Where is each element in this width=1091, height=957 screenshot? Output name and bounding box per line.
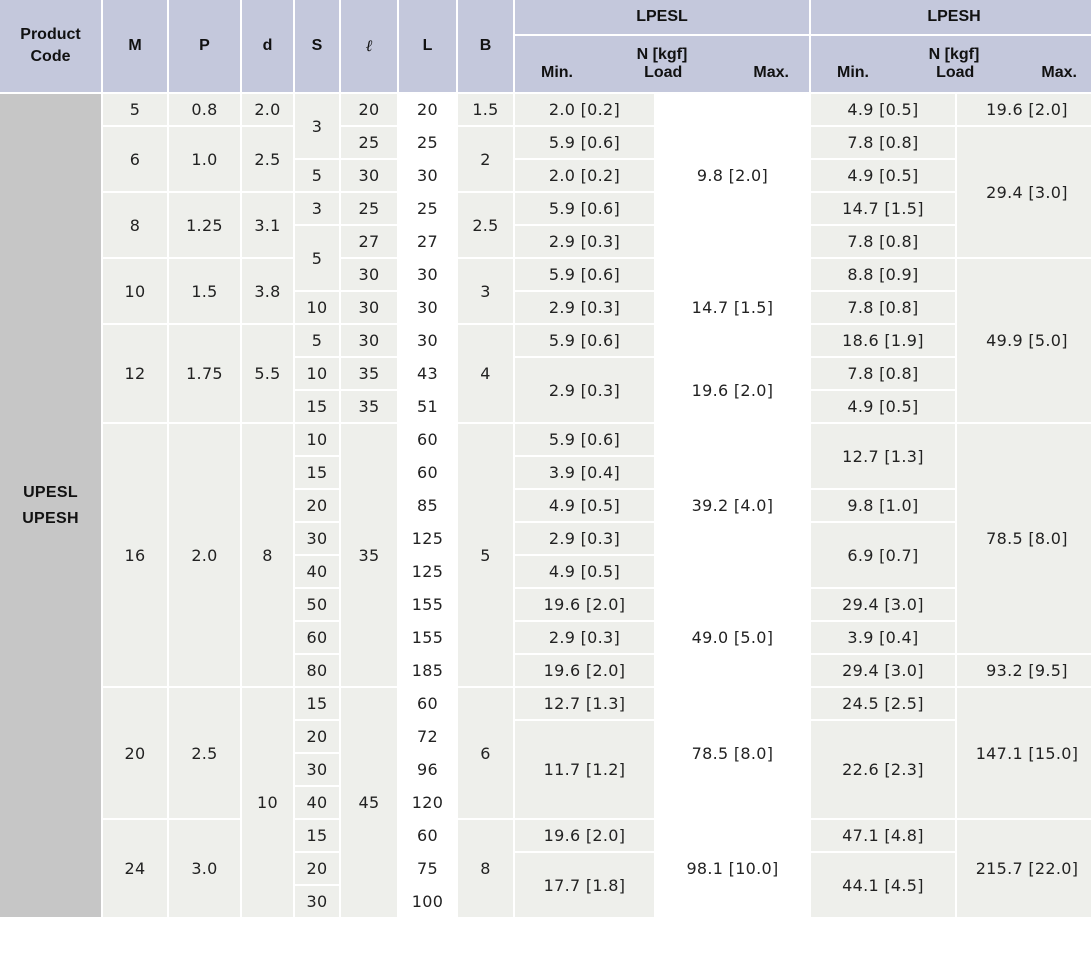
table-row (0, 259, 1091, 290)
L-cell: 120 (399, 787, 456, 818)
d-cell: 10 (242, 688, 293, 917)
d-cell: 8 (242, 424, 293, 686)
s-cell: 30 (295, 523, 339, 554)
l-cell: 27 (341, 226, 397, 257)
L-cell: 20 (399, 94, 456, 125)
m-cell: 24 (103, 820, 167, 917)
L-cell: 60 (399, 820, 456, 851)
lpesh-max-cell: 147.1 [15.0] (957, 688, 1091, 818)
p-cell: 1.5 (169, 259, 240, 323)
L-cell: 27 (399, 226, 456, 257)
s-cell: 30 (295, 886, 339, 917)
l-cell: 30 (341, 292, 397, 323)
lpesh-min-cell: 12.7 [1.3] (811, 424, 955, 488)
b-cell: 2.5 (458, 193, 513, 257)
table-row (0, 325, 1091, 356)
L-cell: 25 (399, 193, 456, 224)
header-product-code: Product Code (0, 0, 101, 92)
lpesh-min-cell: 14.7 [1.5] (811, 193, 955, 224)
lpesh-max-cell: 49.9 [5.0] (957, 259, 1091, 422)
lpesl-min-load-max: Min. Load Max. (541, 63, 789, 81)
s-cell: 15 (295, 391, 339, 422)
lpesl-min-cell: 5.9 [0.6] (515, 127, 654, 158)
s-cell: 20 (295, 721, 339, 752)
p-cell: 1.0 (169, 127, 240, 191)
lpesl-min-cell: 4.9 [0.5] (515, 556, 654, 587)
s-cell: 15 (295, 820, 339, 851)
s-cell: 15 (295, 688, 339, 719)
s-cell: 60 (295, 622, 339, 653)
lpesh-min-cell: 9.8 [1.0] (811, 490, 955, 521)
lpesh-min-cell: 7.8 [0.8] (811, 358, 955, 389)
L-cell: 96 (399, 754, 456, 785)
s-cell: 80 (295, 655, 339, 686)
l-cell: 35 (341, 358, 397, 389)
d-cell: 3.1 (242, 193, 293, 257)
header-b: B (458, 0, 513, 92)
lpesl-min-cell: 5.9 [0.6] (515, 325, 654, 356)
b-cell: 6 (458, 688, 513, 818)
lpesl-min-cell: 12.7 [1.3] (515, 688, 654, 719)
b-cell: 5 (458, 424, 513, 686)
lpesl-min-cell: 11.7 [1.2] (515, 721, 654, 818)
s-cell: 15 (295, 457, 339, 488)
lpesh-max-cell: 29.4 [3.0] (957, 127, 1091, 257)
lpesl-min-cell: 5.9 [0.6] (515, 259, 654, 290)
lpesl-max-cell: 98.1 [10.0] (656, 820, 809, 917)
table-row (0, 820, 1091, 851)
lpesh-min-cell: 4.9 [0.5] (811, 391, 955, 422)
lpesh-max-cell: 215.7 [22.0] (957, 820, 1091, 917)
L-cell: 25 (399, 127, 456, 158)
header-p: P (169, 0, 240, 92)
s-cell: 20 (295, 490, 339, 521)
header-L: L (399, 0, 456, 92)
lpesh-min-cell: 6.9 [0.7] (811, 523, 955, 587)
header-d: d (242, 0, 293, 92)
s-cell: 5 (295, 226, 339, 290)
lpesh-min-load-max: Min. Load Max. (837, 63, 1077, 81)
m-cell: 6 (103, 127, 167, 191)
p-cell: 2.0 (169, 424, 240, 686)
s-cell: 5 (295, 160, 339, 191)
l-cell: 35 (341, 424, 397, 686)
p-cell: 0.8 (169, 94, 240, 125)
s-cell: 10 (295, 424, 339, 455)
L-cell: 155 (399, 589, 456, 620)
table-row (0, 688, 1091, 719)
L-cell: 85 (399, 490, 456, 521)
lpesh-min-cell: 29.4 [3.0] (811, 589, 955, 620)
lpesl-min-cell: 2.9 [0.3] (515, 358, 654, 422)
m-cell: 10 (103, 259, 167, 323)
lpesh-min-cell: 7.8 [0.8] (811, 292, 955, 323)
l-cell: 20 (341, 94, 397, 125)
p-cell: 3.0 (169, 820, 240, 917)
l-cell: 35 (341, 391, 397, 422)
lpesl-max-cell: 39.2 [4.0] (656, 424, 809, 587)
lpesh-max-cell: 93.2 [9.5] (957, 655, 1091, 686)
product-code-cell: UPESL UPESH (0, 94, 101, 917)
s-cell: 5 (295, 325, 339, 356)
L-cell: 51 (399, 391, 456, 422)
lpesh-min-cell: 4.9 [0.5] (811, 160, 955, 191)
lpesh-min-cell: 24.5 [2.5] (811, 688, 955, 719)
b-cell: 4 (458, 325, 513, 422)
lpesl-min-cell: 19.6 [2.0] (515, 820, 654, 851)
L-cell: 30 (399, 259, 456, 290)
s-cell: 50 (295, 589, 339, 620)
header-lpesl-load (515, 36, 809, 92)
s-cell: 20 (295, 853, 339, 884)
lpesh-min-cell: 7.8 [0.8] (811, 226, 955, 257)
table-row (0, 193, 1091, 224)
l-cell: 25 (341, 193, 397, 224)
L-cell: 155 (399, 622, 456, 653)
lpesh-min-cell: 4.9 [0.5] (811, 94, 955, 125)
lpesh-max-cell: 19.6 [2.0] (957, 94, 1091, 125)
m-cell: 12 (103, 325, 167, 422)
m-cell: 20 (103, 688, 167, 818)
table-row (0, 424, 1091, 455)
s-cell: 3 (295, 193, 339, 224)
header-s: S (295, 0, 339, 92)
header-l: ℓ (341, 0, 397, 92)
lpesh-min-cell: 3.9 [0.4] (811, 622, 955, 653)
L-cell: 60 (399, 688, 456, 719)
m-cell: 8 (103, 193, 167, 257)
L-cell: 30 (399, 160, 456, 191)
s-cell: 40 (295, 787, 339, 818)
s-cell: 3 (295, 94, 339, 158)
l-cell: 30 (341, 160, 397, 191)
header-lpesl: LPESL (515, 0, 809, 34)
lpesl-max-cell: 9.8 [2.0] (656, 94, 809, 257)
d-cell: 2.0 (242, 94, 293, 125)
lpesl-min-cell: 2.9 [0.3] (515, 523, 654, 554)
lpesl-unit-label: N [kgf] (636, 45, 688, 63)
lpesl-max-cell: 19.6 [2.0] (656, 358, 809, 422)
L-cell: 72 (399, 721, 456, 752)
table-row (0, 127, 1091, 158)
L-cell: 60 (399, 424, 456, 455)
l-cell: 30 (341, 325, 397, 356)
b-cell: 3 (458, 259, 513, 323)
lpesh-min-cell: 8.8 [0.9] (811, 259, 955, 290)
b-cell: 2 (458, 127, 513, 191)
b-cell: 8 (458, 820, 513, 917)
m-cell: 5 (103, 94, 167, 125)
lpesl-min-cell: 2.0 [0.2] (515, 94, 654, 125)
lpesh-min-cell: 18.6 [1.9] (811, 325, 955, 356)
lpesh-min-cell: 7.8 [0.8] (811, 127, 955, 158)
s-cell: 40 (295, 556, 339, 587)
lpesh-min-cell: 29.4 [3.0] (811, 655, 955, 686)
lpesh-min-cell: 44.1 [4.5] (811, 853, 955, 917)
L-cell: 185 (399, 655, 456, 686)
lpesl-min-cell: 5.9 [0.6] (515, 193, 654, 224)
lpesl-min-cell: 17.7 [1.8] (515, 853, 654, 917)
p-cell: 2.5 (169, 688, 240, 818)
lpesl-min-cell: 2.9 [0.3] (515, 622, 654, 653)
lpesl-min-cell: 2.0 [0.2] (515, 160, 654, 191)
b-cell: 1.5 (458, 94, 513, 125)
lpesl-min-cell: 4.9 [0.5] (515, 490, 654, 521)
lpesl-min-cell: 3.9 [0.4] (515, 457, 654, 488)
L-cell: 30 (399, 292, 456, 323)
lpesh-max-cell: 78.5 [8.0] (957, 424, 1091, 653)
l-cell: 25 (341, 127, 397, 158)
L-cell: 100 (399, 886, 456, 917)
lpesl-max-cell: 49.0 [5.0] (656, 589, 809, 686)
d-cell: 2.5 (242, 127, 293, 191)
s-cell: 30 (295, 754, 339, 785)
header-lpesh-load (811, 36, 1091, 92)
m-cell: 16 (103, 424, 167, 686)
lpesh-unit-label: N [kgf] (928, 45, 980, 63)
header-row-top (0, 0, 1091, 34)
d-cell: 3.8 (242, 259, 293, 323)
lpesl-max-cell: 78.5 [8.0] (656, 688, 809, 818)
d-cell: 5.5 (242, 325, 293, 422)
lpesh-min-cell: 22.6 [2.3] (811, 721, 955, 818)
lpesl-max-cell: 14.7 [1.5] (656, 259, 809, 356)
p-cell: 1.75 (169, 325, 240, 422)
lpesh-min-cell: 47.1 [4.8] (811, 820, 955, 851)
header-lpesh: LPESH (811, 0, 1091, 34)
table-row (0, 94, 1091, 125)
lpesl-min-cell: 2.9 [0.3] (515, 292, 654, 323)
L-cell: 75 (399, 853, 456, 884)
L-cell: 125 (399, 523, 456, 554)
header-m: M (103, 0, 167, 92)
s-cell: 10 (295, 358, 339, 389)
lpesl-min-cell: 5.9 [0.6] (515, 424, 654, 455)
L-cell: 43 (399, 358, 456, 389)
p-cell: 1.25 (169, 193, 240, 257)
lpesl-min-cell: 2.9 [0.3] (515, 226, 654, 257)
l-cell: 30 (341, 259, 397, 290)
lpesl-min-cell: 19.6 [2.0] (515, 655, 654, 686)
lpesl-min-cell: 19.6 [2.0] (515, 589, 654, 620)
s-cell: 10 (295, 292, 339, 323)
L-cell: 30 (399, 325, 456, 356)
L-cell: 60 (399, 457, 456, 488)
l-cell: 45 (341, 688, 397, 917)
L-cell: 125 (399, 556, 456, 587)
